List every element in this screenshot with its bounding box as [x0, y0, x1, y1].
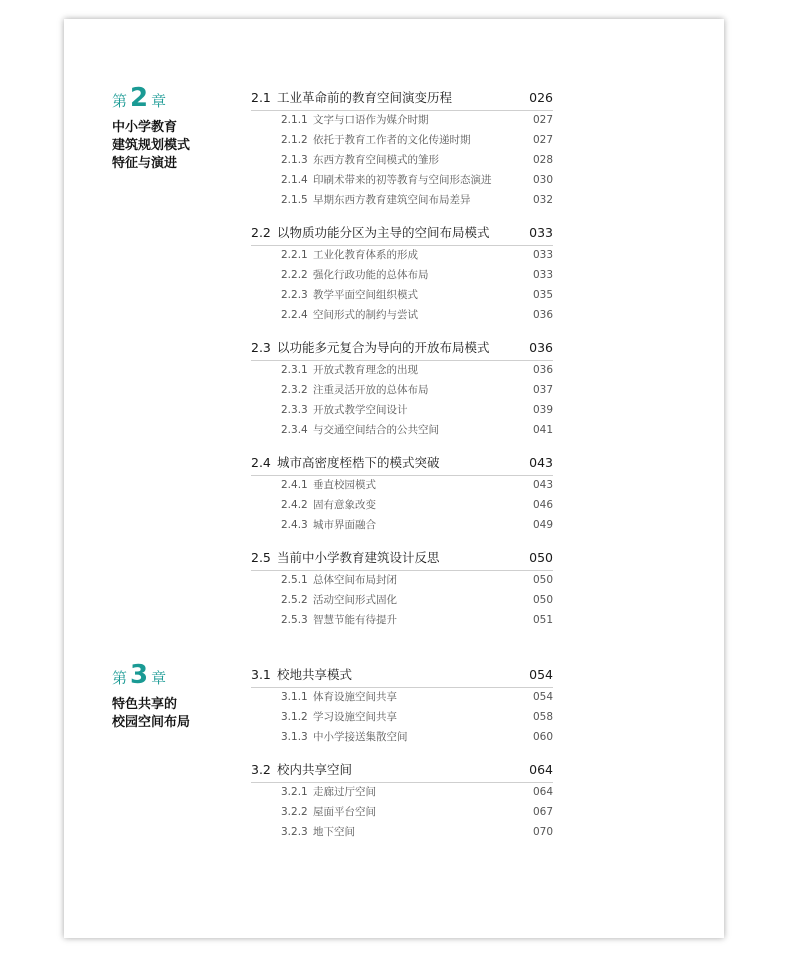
toc-section[interactable]: 3.1 校地共享模式 054 — [251, 667, 553, 682]
page-number: 064 — [529, 762, 553, 777]
page-number: 054 — [529, 667, 553, 682]
divider — [251, 570, 553, 571]
toc-subsection[interactable]: 2.4.2 固有意象改变 046 — [281, 499, 553, 511]
toc-subsection[interactable]: 3.1.2 学习设施空间共享 058 — [281, 711, 553, 723]
toc-subsection[interactable]: 2.1.4 印刷术带来的初等教育与空间形态演进 030 — [281, 174, 553, 186]
page-number: 050 — [529, 550, 553, 565]
toc-section[interactable]: 2.4 城市高密度桎梏下的模式突破 043 — [251, 455, 553, 470]
toc-subsection[interactable]: 2.3.2 注重灵活开放的总体布局 037 — [281, 384, 553, 396]
toc-subsection[interactable]: 2.3.3 开放式教学空间设计 039 — [281, 404, 553, 416]
chapter-title: 特色共享的 校园空间布局 — [112, 697, 191, 730]
divider — [251, 782, 553, 783]
toc-subsection[interactable]: 2.2.2 强化行政功能的总体布局 033 — [281, 269, 553, 281]
toc-subsection[interactable]: 3.2.1 走廊过厅空间 064 — [281, 786, 553, 798]
divider — [251, 245, 553, 246]
page-number: 036 — [529, 340, 553, 355]
toc-subsection[interactable]: 2.3.1 开放式教育理念的出现 036 — [281, 364, 553, 376]
chapter-3-heading — [112, 662, 190, 732]
toc-subsection[interactable]: 2.2.4 空间形式的制约与尝试 036 — [281, 309, 553, 321]
chapter-2-heading — [112, 85, 190, 173]
toc-subsection[interactable]: 2.5.2 活动空间形式固化 050 — [281, 594, 553, 606]
chapter-title: 中小学教育 建筑规划模式 特征与演进 — [112, 120, 191, 171]
toc-subsection[interactable]: 2.1.1 文字与口语作为媒介时期 027 — [281, 114, 553, 126]
toc-subsection[interactable]: 3.1.1 体育设施空间共享 054 — [281, 691, 553, 703]
toc-section[interactable]: 2.5 当前中小学教育建筑设计反思 050 — [251, 550, 553, 565]
toc-section[interactable]: 2.2 以物质功能分区为主导的空间布局模式 033 — [251, 225, 553, 240]
toc-subsection[interactable]: 2.1.2 依托于教育工作者的文化传递时期 027 — [281, 134, 553, 146]
toc-subsection[interactable]: 2.4.3 城市界面融合 049 — [281, 519, 553, 531]
toc-subsection[interactable]: 2.5.1 总体空间布局封闭 050 — [281, 574, 553, 586]
toc-subsection[interactable]: 2.4.1 垂直校园模式 043 — [281, 479, 553, 491]
toc-subsection[interactable]: 3.1.3 中小学接送集散空间 060 — [281, 731, 553, 743]
toc-subsection[interactable]: 3.2.2 屋面平台空间 067 — [281, 806, 553, 818]
toc-subsection[interactable]: 2.5.3 智慧节能有待提升 051 — [281, 614, 553, 626]
divider — [251, 360, 553, 361]
book-page — [64, 19, 724, 938]
chapter-2-toc — [251, 88, 553, 632]
chapter-3-toc — [251, 665, 553, 844]
toc-subsection[interactable]: 3.2.3 地下空间 070 — [281, 826, 553, 838]
divider — [251, 687, 553, 688]
divider — [251, 110, 553, 111]
page-number: 043 — [529, 455, 553, 470]
chapter-number: 第 3 章 — [112, 660, 167, 690]
toc-subsection[interactable]: 2.1.5 早期东西方教育建筑空间布局差异 032 — [281, 194, 553, 206]
toc-subsection[interactable]: 2.3.4 与交通空间结合的公共空间 041 — [281, 424, 553, 436]
chapter-number: 第 2 章 — [112, 83, 167, 113]
toc-subsection[interactable]: 2.1.3 东西方教育空间模式的雏形 028 — [281, 154, 553, 166]
toc-section[interactable]: 3.2 校内共享空间 064 — [251, 762, 553, 777]
toc-section[interactable]: 2.3 以功能多元复合为导向的开放布局模式 036 — [251, 340, 553, 355]
toc-subsection[interactable]: 2.2.3 教学平面空间组织模式 035 — [281, 289, 553, 301]
toc-subsection[interactable]: 2.2.1 工业化教育体系的形成 033 — [281, 249, 553, 261]
page-number: 026 — [529, 90, 553, 105]
toc-section[interactable]: 2.1 工业革命前的教育空间演变历程 026 — [251, 90, 553, 105]
divider — [251, 475, 553, 476]
page-number: 033 — [529, 225, 553, 240]
